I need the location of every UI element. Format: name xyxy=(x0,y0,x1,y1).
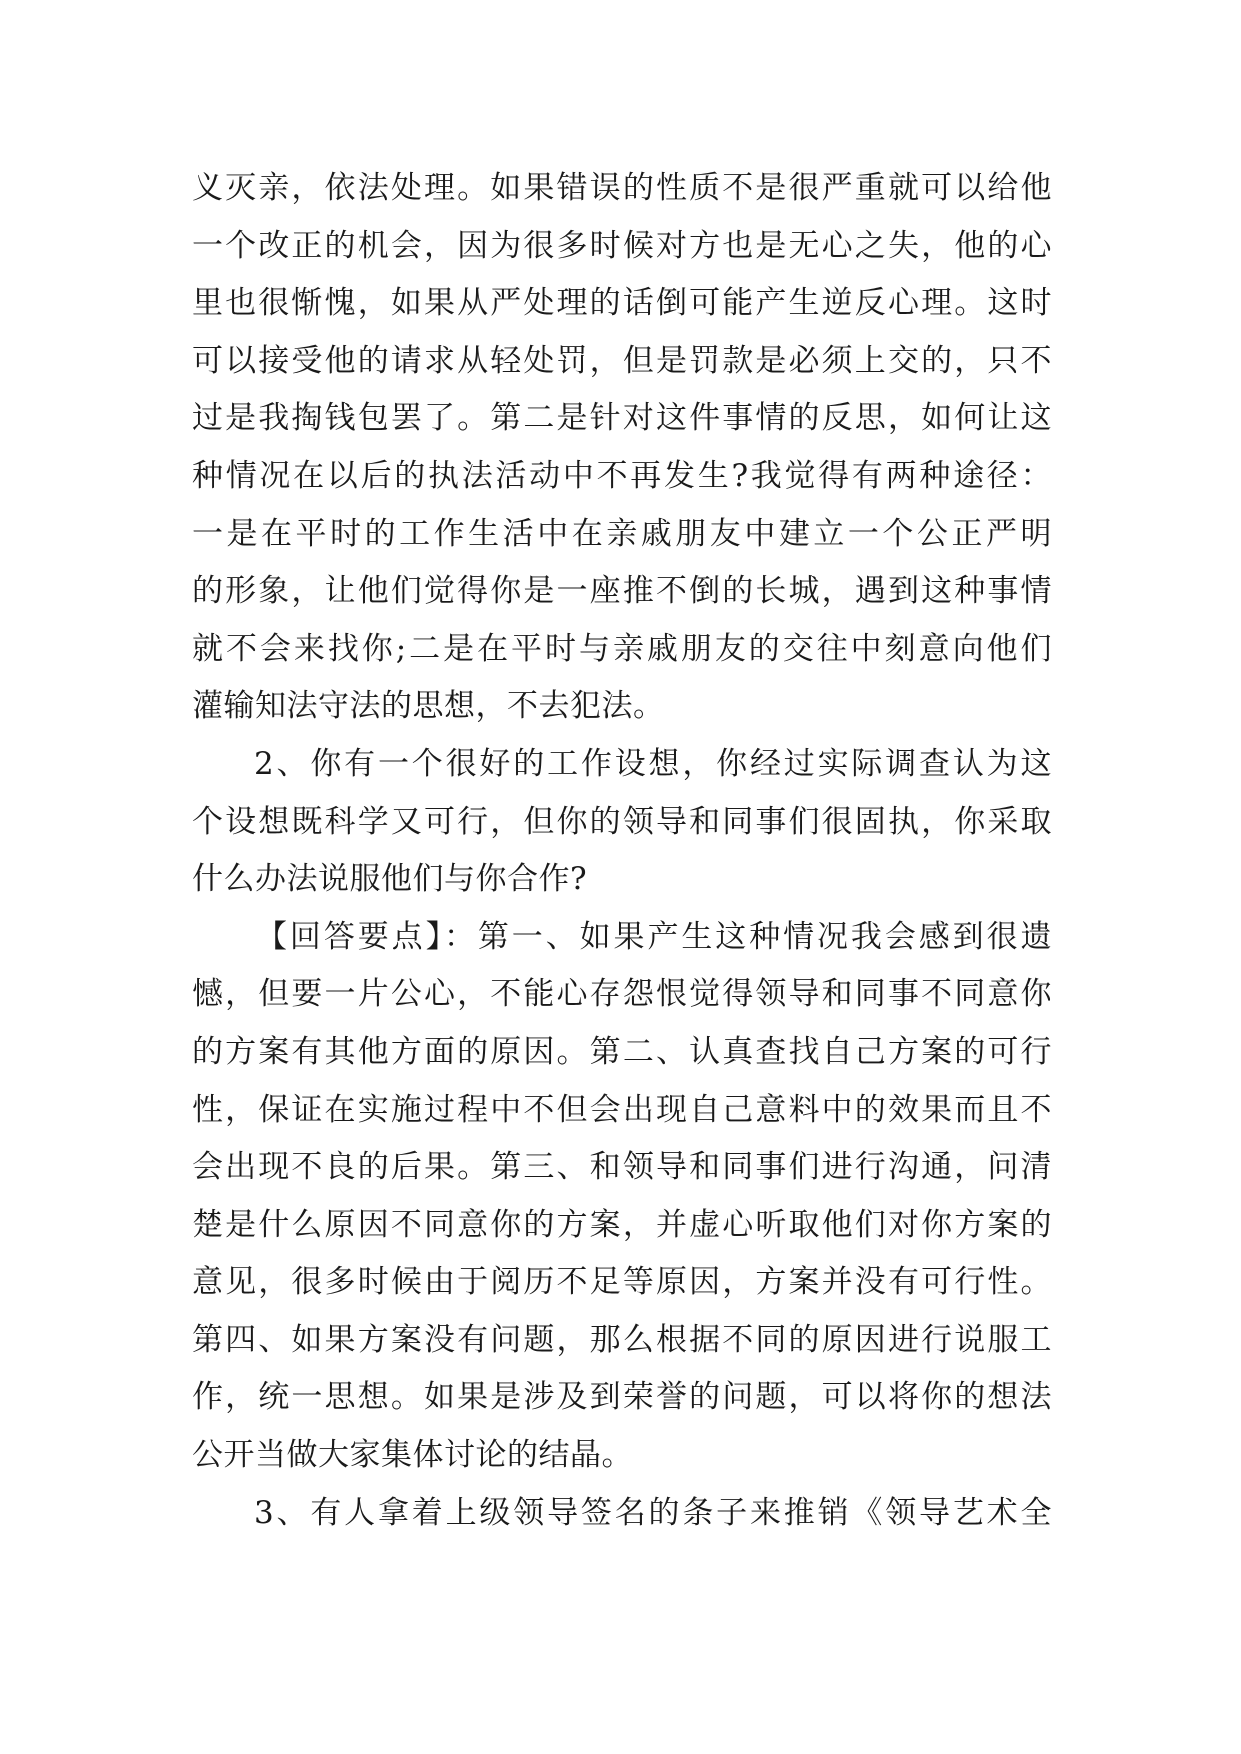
answer-points-line: 【回答要点】：第一、如果产生这种情况我会感到很遗 xyxy=(256,918,1052,955)
question-3-line: 3、有人拿着上级领导签名的条子来推销《领导艺术全 xyxy=(254,1494,1052,1531)
text-line: 可以接受他的请求从轻处罚，但是罚款是必须上交的，只不 xyxy=(192,342,1052,379)
text-line: 一是在平时的工作生活中在亲戚朋友中建立一个公正严明 xyxy=(192,515,1052,552)
text-line: 性，保证在实施过程中不但会出现自己意料中的效果而且不 xyxy=(192,1091,1052,1128)
text-line: 公开当做大家集体讨论的结晶。 xyxy=(192,1437,633,1474)
text-line: 义灭亲，依法处理。如果错误的性质不是很严重就可以给他 xyxy=(192,170,1052,206)
text-line: 什么办法说服他们与你合作? xyxy=(192,861,588,898)
text-line: 意见，很多时候由于阅历不足等原因，方案并没有可行性。 xyxy=(192,1264,1052,1301)
text-line: 的形象，让他们觉得你是一座推不倒的长城，遇到这种事情 xyxy=(192,573,1052,610)
text-line: 种情况在以后的执法活动中不再发生?我觉得有两种途径： xyxy=(192,457,1052,494)
text-line: 里也很惭愧，如果从严处理的话倒可能产生逆反心理。这时 xyxy=(192,285,1052,322)
text-line: 第四、如果方案没有问题，那么根据不同的原因进行说服工 xyxy=(192,1321,1052,1358)
text-line: 楚是什么原因不同意你的方案，并虚心听取他们对你方案的 xyxy=(192,1206,1052,1243)
text-line: 过是我掏钱包罢了。第二是针对这件事情的反思，如何让这 xyxy=(192,400,1052,437)
text-line: 作，统一思想。如果是涉及到荣誉的问题，可以将你的想法 xyxy=(192,1379,1052,1416)
text-line: 个设想既科学又可行，但你的领导和同事们很固执，你采取 xyxy=(192,803,1052,840)
question-2-line: 2、你有一个很好的工作设想，你经过实际调查认为这 xyxy=(254,745,1052,782)
text-line: 灌输知法守法的思想，不去犯法。 xyxy=(192,688,665,725)
body-text xyxy=(192,160,1052,1542)
text-line: 一个改正的机会，因为很多时候对方也是无心之失，他的心 xyxy=(192,227,1052,264)
text-line: 憾，但要一片公心，不能心存怨恨觉得领导和同事不同意你 xyxy=(192,976,1052,1013)
text-line: 的方案有其他方面的原因。第二、认真查找自己方案的可行 xyxy=(192,1033,1052,1070)
text-line: 会出现不良的后果。第三、和领导和同事们进行沟通，问清 xyxy=(192,1149,1052,1186)
text-line: 就不会来找你;二是在平时与亲戚朋友的交往中刻意向他们 xyxy=(192,630,1052,667)
